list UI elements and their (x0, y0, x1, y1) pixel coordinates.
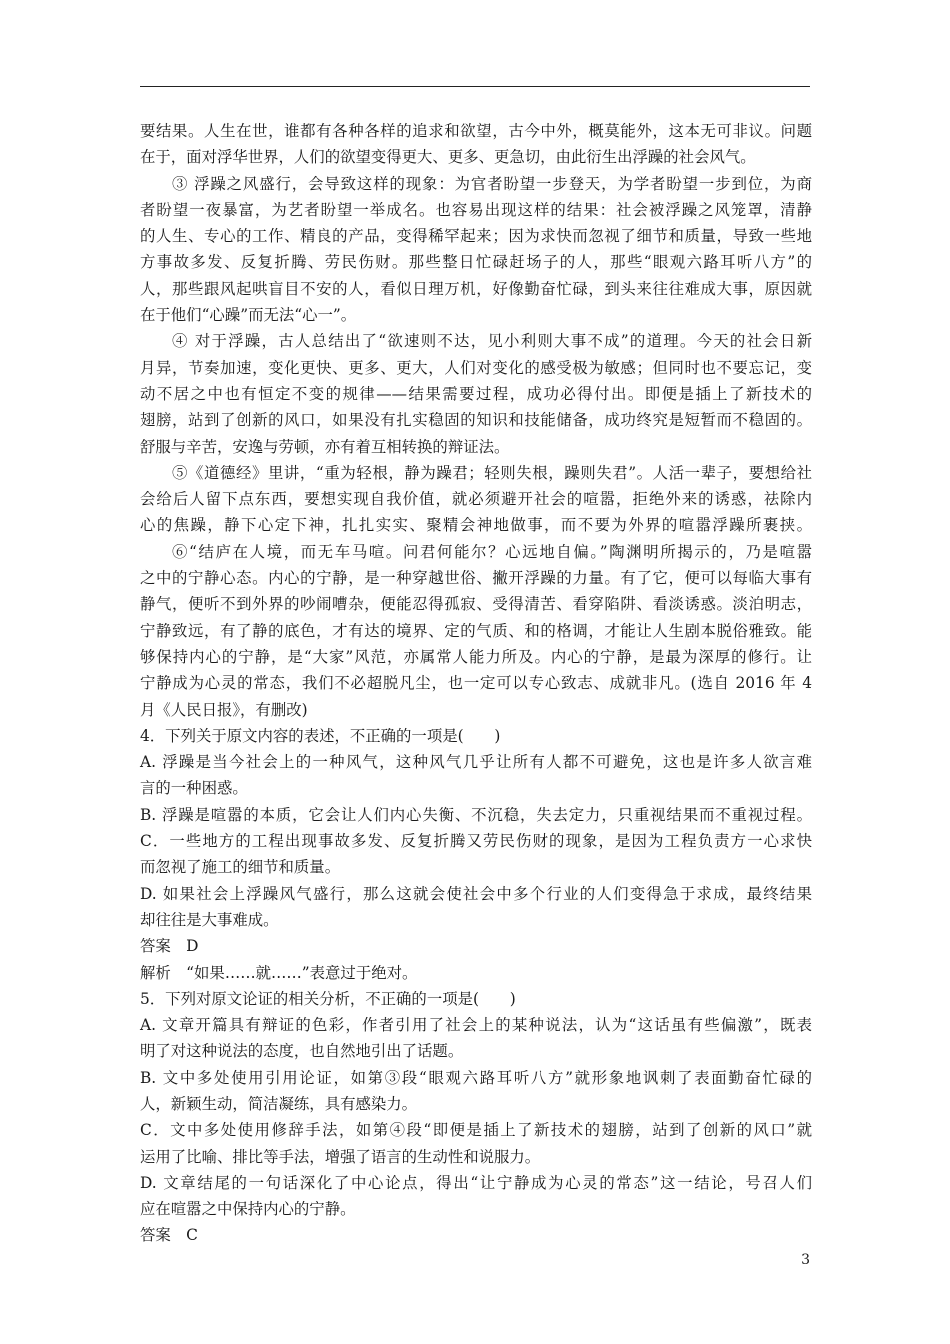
text-line: 在于他们“心躁”而无法“心一”。 (140, 306, 357, 325)
text-line: 答案 D (140, 937, 199, 956)
text-line: 的人生、专心的工作、精良的产品，变得稀罕起来；因为求快而忽视了细节和质量，导致一些地 (140, 227, 812, 246)
text-line: ⑤《道德经》里讲，“重为轻根，静为躁君；轻则失根，躁则失君”。人活一辈子，要想给社 (172, 463, 812, 482)
text-line: 人，那些跟风起哄盲目不安的人，看似日理万机，好像勤奋忙碌，到头来往往难成大事，原因就 (140, 279, 812, 298)
text-line: 会给后人留下点东西，要想实现自我价值，就必须避开社会的喧嚣，拒绝外来的诱惑，祛除内 (140, 490, 812, 509)
text-line: ⑥“结庐在人境，而无车马喧。问君何能尔？心远地自偏。”陶渊明所揭示的，乃是喧嚣 (172, 542, 812, 561)
text-line: 动不居之中也有恒定不变的规律——结果需要过程，成功必得付出。即便是插上了新技术的 (140, 384, 812, 403)
text-line: 方事故多发、反复折腾、劳民伤财。那些整日忙碌赶场子的人，那些“眼观六路耳听八方”的 (140, 253, 812, 272)
document-body (140, 118, 812, 1249)
header-rule (140, 86, 810, 87)
text-line: 而忽视了施工的细节和质量。 (140, 858, 341, 877)
text-line: 答案 C (140, 1226, 198, 1245)
text-line: D. 文章结尾的一句话深化了中心论点，得出“让宁静成为心灵的常态”这一结论，号召人们 (140, 1173, 812, 1192)
text-line: C．一些地方的工程出现事故多发、反复折腾又劳民伤财的现象，是因为工程负责方一心求快 (140, 832, 812, 851)
page-number: 3 (801, 1252, 810, 1268)
text-line: 够保持内心的宁静，是“大家”风范，亦属常人能力所及。内心的宁静，是最为深厚的修行。让 (140, 647, 812, 666)
text-line: A. 文章开篇具有辩证的色彩，作者引用了社会上的某种说法，认为“这话虽有些偏激”，既表 (140, 1016, 812, 1035)
text-line: 宁静成为心灵的常态，我们不必超脱凡尘，也一定可以专心致志、成就非凡。(选自 2016 年 4 (140, 674, 812, 693)
text-line: 之中的宁静心态。内心的宁静，是一种穿越世俗、撇开浮躁的力量。有了它，便可以每临大事有 (140, 569, 812, 588)
text-line: 舒服与辛苦，安逸与劳顿，亦有着互相转换的辩证法。 (140, 437, 510, 456)
text-line: 人，新颖生动，简洁凝练，具有感染力。 (140, 1094, 418, 1113)
text-line: D. 如果社会上浮躁风气盛行，那么这就会使社会中多个行业的人们变得急于求成，最终结果 (140, 884, 812, 903)
text-line: 要结果。人生在世，谁都有各种各样的追求和欲望，古今中外，概莫能外，这本无可非议。问题 (140, 122, 812, 140)
text-line: ③ 浮躁之风盛行，会导致这样的现象：为官者盼望一步登天，为学者盼望一步到位，为商 (172, 174, 812, 193)
text-line: C．文中多处使用修辞手法，如第④段“即便是插上了新技术的翅膀，站到了创新的风口”就 (140, 1121, 812, 1140)
text-line: 翅膀，站到了创新的风口，如果没有扎实稳固的知识和技能储备，成功终究是短暂而不稳固的。 (140, 411, 812, 430)
text-line: 明了对这种说法的态度，也自然地引出了话题。 (140, 1042, 464, 1061)
text-line: A. 浮躁是当今社会上的一种风气，这种风气几乎让所有人都不可避免，这也是许多人欲言难 (140, 753, 812, 772)
text-line: B. 文中多处使用引用论证，如第③段“眼观六路耳听八方”就形象地讽刺了表面勤奋忙碌的 (140, 1068, 812, 1087)
text-line: 应在喧嚣之中保持内心的宁静。 (140, 1200, 356, 1219)
text-line: B. 浮躁是喧嚣的本质，它会让人们内心失衡、不沉稳，失去定力，只重视结果而不重视过程。 (140, 805, 812, 824)
text-line: 心的焦躁，静下心定下神，扎扎实实、聚精会神地做事，而不要为外界的喧嚣浮躁所裹挟。 (140, 516, 812, 535)
text-line: ④ 对于浮躁，古人总结出了“欲速则不达，见小利则大事不成”的道理。今天的社会日新 (172, 332, 812, 351)
text-line: 4．下列关于原文内容的表述，不正确的一项是( ) (140, 726, 501, 745)
text-line: 静气，便听不到外界的吵闹嘈杂，便能忍得孤寂、受得清苦、看穿陷阱、看淡诱惑。淡泊明志， (140, 595, 812, 614)
text-line: 在于，面对浮华世界，人们的欲望变得更大、更多、更急切，由此衍生出浮躁的社会风气。 (140, 148, 756, 167)
text-line: 却往往是大事难成。 (140, 910, 279, 929)
text-line: 月《人民日报》，有删改) (140, 700, 308, 719)
text-line: 月异，节奏加速，变化更快、更多、更大，人们对变化的感受极为敏感；但同时也不要忘记，变 (140, 358, 812, 377)
text-line: 言的一种困惑。 (140, 779, 248, 798)
text-line: 解析 “如果……就……”表意过于绝对。 (140, 963, 418, 982)
text-line: 者盼望一夜暴富，为艺者盼望一举成名。也容易出现这样的结果：社会被浮躁之风笼罩，清静 (140, 200, 812, 219)
text-line: 宁静致远，有了静的底色，才有达的境界、定的气质、和的格调，才能让人生剧本脱俗雅致。能 (140, 621, 812, 640)
text-line: 运用了比喻、排比等手法，增强了语言的生动性和说服力。 (140, 1147, 541, 1166)
text-line: 5．下列对原文论证的相关分析，不正确的一项是( ) (140, 989, 516, 1008)
